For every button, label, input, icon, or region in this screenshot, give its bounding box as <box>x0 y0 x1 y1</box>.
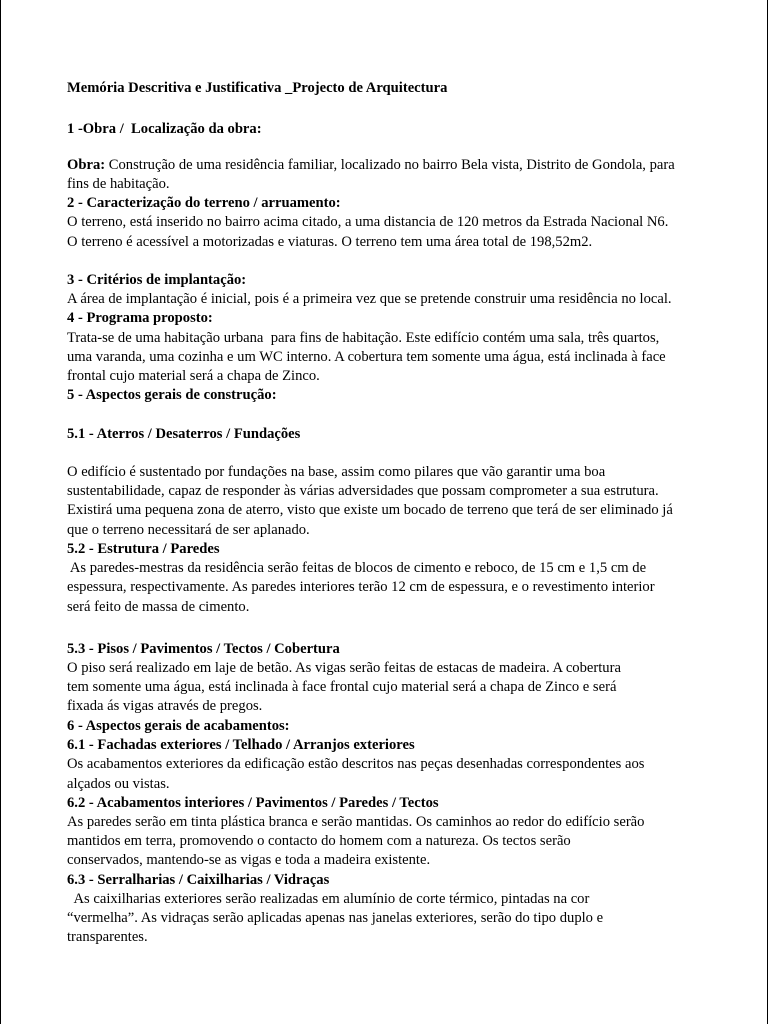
section-6-2-heading: 6.2 - Acabamentos interiores / Pavimentos / Paredes / Tectos <box>67 795 439 811</box>
paragraph-line: transparentes. <box>67 929 148 945</box>
section-5-heading: 5 - Aspectos gerais de construção: <box>67 387 277 403</box>
paragraph-line: mantidos em terra, promovendo o contacto do homem com a natureza. Os tectos serão <box>67 833 571 849</box>
paragraph-line: O piso será realizado em laje de betão. As vigas serão feitas de estacas de madeira. A cobertura <box>67 660 621 676</box>
paragraph-line: uma varanda, uma cozinha e um WC interno. A cobertura tem somente uma água, está inclinada à face <box>67 349 666 365</box>
paragraph-line: O terreno é acessível a motorizadas e viaturas. O terreno tem uma área total de 198,52m2. <box>67 234 593 250</box>
paragraph-line: Trata-se de uma habitação urbana para fins de habitação. Este edifício contém uma sala, três quartos, <box>67 330 660 346</box>
section-6-1-heading: 6.1 - Fachadas exteriores / Telhado / Arranjos exteriores <box>67 737 415 753</box>
paragraph-line: alçados ou vistas. <box>67 776 170 792</box>
paragraph-line: As paredes serão em tinta plástica branca e serão mantidas. Os caminhos ao redor do edifício serão <box>67 814 645 830</box>
paragraph-line: frontal cujo material será a chapa de Zinco. <box>67 368 320 384</box>
paragraph-line: A área de implantação é inicial, pois é a primeira vez que se pretende construir uma residência no local. <box>67 291 672 307</box>
paragraph-line: Existirá uma pequena zona de aterro, visto que existe um bocado de terreno que terá de ser eliminado já <box>67 502 673 518</box>
obra-paragraph-line <box>67 157 675 174</box>
paragraph-line: tem somente uma água, está inclinada à face frontal cujo material será a chapa de Zinco e será <box>67 679 617 695</box>
section-4-heading: 4 - Programa proposto: <box>67 310 213 326</box>
paragraph-line: O terreno, está inserido no bairro acima citado, a uma distancia de 120 metros da Estrada Nacional N6. <box>67 214 669 230</box>
paragraph-line: fixada ás vigas através de pregos. <box>67 698 263 714</box>
paragraph-line: “vermelha”. As vidraças serão aplicadas apenas nas janelas exteriores, serão do tipo duplo e <box>67 910 604 926</box>
section-2-heading: 2 - Caracterização do terreno / arruamento: <box>67 195 341 211</box>
paragraph-line: que o terreno necessitará de ser aplanado. <box>67 522 310 538</box>
paragraph-line: conservados, mantendo-se as vigas e toda a madeira existente. <box>67 852 431 868</box>
section-5-3-heading: 5.3 - Pisos / Pavimentos / Tectos / Cobertura <box>67 641 340 657</box>
section-5-2-heading: 5.2 - Estrutura / Paredes <box>67 541 220 557</box>
obra-label: Obra: <box>67 157 106 173</box>
section-3-heading: 3 - Critérios de implantação: <box>67 272 247 288</box>
section-1-heading: 1 -Obra / Localização da obra: <box>67 121 262 137</box>
paragraph-line: será feito de massa de cimento. <box>67 599 250 615</box>
paragraph-line: O edifício é sustentado por fundações na base, assim como pilares que vão garantir uma boa <box>67 464 606 480</box>
section-6-heading: 6 - Aspectos gerais de acabamentos: <box>67 718 290 734</box>
paragraph-line: As caixilharias exteriores serão realizadas em alumínio de corte térmico, pintadas na cor <box>67 891 590 907</box>
obra-text: Construção de uma residência familiar, localizado no bairro Bela vista, Distrito de Gondola, para <box>105 157 675 173</box>
paragraph-line: As paredes-mestras da residência serão feitas de blocos de cimento e reboco, de 15 cm e 1,5 cm de <box>67 560 647 576</box>
section-5-1-heading: 5.1 - Aterros / Desaterros / Fundações <box>67 426 301 442</box>
paragraph-line: fins de habitação. <box>67 176 170 192</box>
document-title: Memória Descritiva e Justificativa _Projecto de Arquitectura <box>67 80 448 96</box>
section-6-3-heading: 6.3 - Serralharias / Caixilharias / Vidraças <box>67 872 330 888</box>
paragraph-line: sustentabilidade, capaz de responder às várias adversidades que possam comprometer a sua estrutura. <box>67 483 659 499</box>
paragraph-line: Os acabamentos exteriores da edificação estão descritos nas peças desenhadas correspondentes aos <box>67 756 645 772</box>
paragraph-line: espessura, respectivamente. As paredes interiores terão 12 cm de espessura, e o revestimento interior <box>67 579 655 595</box>
